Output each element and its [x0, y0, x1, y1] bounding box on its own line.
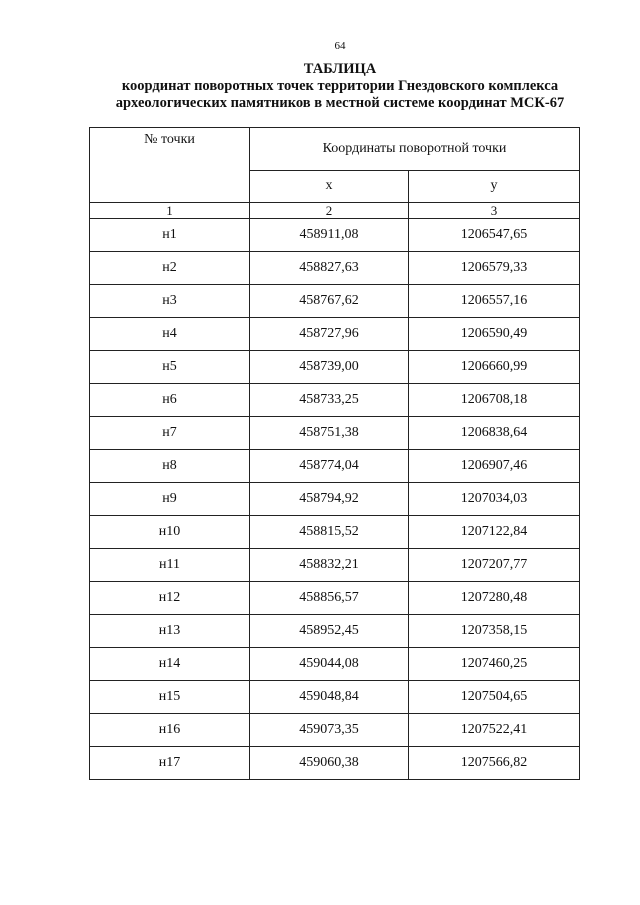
y-coordinate-cell: 1207122,84	[409, 516, 580, 549]
y-coordinate-cell: 1207522,41	[409, 714, 580, 747]
y-coordinate-cell: 1206907,46	[409, 450, 580, 483]
point-cell: н10	[90, 516, 250, 549]
table-row	[90, 351, 580, 384]
x-coordinate-cell: 459060,38	[250, 747, 409, 780]
header-x: x	[250, 170, 409, 202]
point-cell: н12	[90, 582, 250, 615]
x-coordinate-cell: 458856,57	[250, 582, 409, 615]
column-number-row	[90, 203, 580, 219]
point-cell: н7	[90, 417, 250, 450]
y-coordinate-cell: 1206660,99	[409, 351, 580, 384]
point-cell: н6	[90, 384, 250, 417]
y-coordinate-cell: 1206838,64	[409, 417, 580, 450]
table-row	[90, 450, 580, 483]
y-coordinate-cell: 1207280,48	[409, 582, 580, 615]
heading-subtitle-line-2: археологических памятников в местной системе координат МСК-67	[115, 95, 565, 111]
y-coordinate-cell: 1207358,15	[409, 615, 580, 648]
document-heading	[0, 61, 640, 112]
heading-title: ТАБЛИЦА	[303, 61, 377, 77]
y-coordinate-cell: 1207460,25	[409, 648, 580, 681]
x-coordinate-cell: 458733,25	[250, 384, 409, 417]
y-coordinate-cell: 1206579,33	[409, 252, 580, 285]
point-cell: н2	[90, 252, 250, 285]
x-coordinate-cell: 458952,45	[250, 615, 409, 648]
table-row	[90, 516, 580, 549]
table-row	[90, 417, 580, 450]
table-row	[90, 582, 580, 615]
table-row	[90, 252, 580, 285]
table-row	[90, 615, 580, 648]
x-coordinate-cell: 458739,00	[250, 351, 409, 384]
point-cell: н1	[90, 219, 250, 252]
x-coordinate-cell: 458815,52	[250, 516, 409, 549]
point-cell: н14	[90, 648, 250, 681]
point-cell: н13	[90, 615, 250, 648]
x-coordinate-cell: 458767,62	[250, 285, 409, 318]
y-coordinate-cell: 1206708,18	[409, 384, 580, 417]
y-coordinate-cell: 1206557,16	[409, 285, 580, 318]
point-cell: н16	[90, 714, 250, 747]
table-body	[90, 203, 580, 780]
y-coordinate-cell: 1206590,49	[409, 318, 580, 351]
table-row	[90, 318, 580, 351]
x-coordinate-cell: 459044,08	[250, 648, 409, 681]
column-number-3: 3	[409, 203, 580, 219]
point-cell: н3	[90, 285, 250, 318]
column-number-1: 1	[90, 203, 250, 219]
header-y: y	[409, 170, 580, 202]
column-number-2: 2	[250, 203, 409, 219]
x-coordinate-cell: 458832,21	[250, 549, 409, 582]
point-cell: н15	[90, 681, 250, 714]
table-row	[90, 384, 580, 417]
point-cell: н17	[90, 747, 250, 780]
x-coordinate-cell: 458827,63	[250, 252, 409, 285]
coordinates-table	[89, 127, 580, 780]
y-coordinate-cell: 1207034,03	[409, 483, 580, 516]
y-coordinate-cell: 1207207,77	[409, 549, 580, 582]
table-row	[90, 483, 580, 516]
table-row	[90, 747, 580, 780]
point-cell: н8	[90, 450, 250, 483]
point-cell: н4	[90, 318, 250, 351]
x-coordinate-cell: 458911,08	[250, 219, 409, 252]
x-coordinate-cell: 459048,84	[250, 681, 409, 714]
x-coordinate-cell: 459073,35	[250, 714, 409, 747]
table-row	[90, 219, 580, 252]
header-point-number: № точки	[90, 128, 250, 203]
y-coordinate-cell: 1207566,82	[409, 747, 580, 780]
x-coordinate-cell: 458774,04	[250, 450, 409, 483]
page-number: 64	[334, 40, 346, 52]
header-coordinates: Координаты поворотной точки	[250, 128, 580, 171]
point-cell: н9	[90, 483, 250, 516]
x-coordinate-cell: 458794,92	[250, 483, 409, 516]
point-cell: н5	[90, 351, 250, 384]
x-coordinate-cell: 458751,38	[250, 417, 409, 450]
table-row	[90, 681, 580, 714]
point-cell: н11	[90, 549, 250, 582]
heading-subtitle-line-1: координат поворотных точек территории Гнездовского комплекса	[121, 78, 559, 94]
table-row	[90, 714, 580, 747]
y-coordinate-cell: 1206547,65	[409, 219, 580, 252]
table-row	[90, 549, 580, 582]
table-row	[90, 648, 580, 681]
y-coordinate-cell: 1207504,65	[409, 681, 580, 714]
x-coordinate-cell: 458727,96	[250, 318, 409, 351]
table-row	[90, 285, 580, 318]
